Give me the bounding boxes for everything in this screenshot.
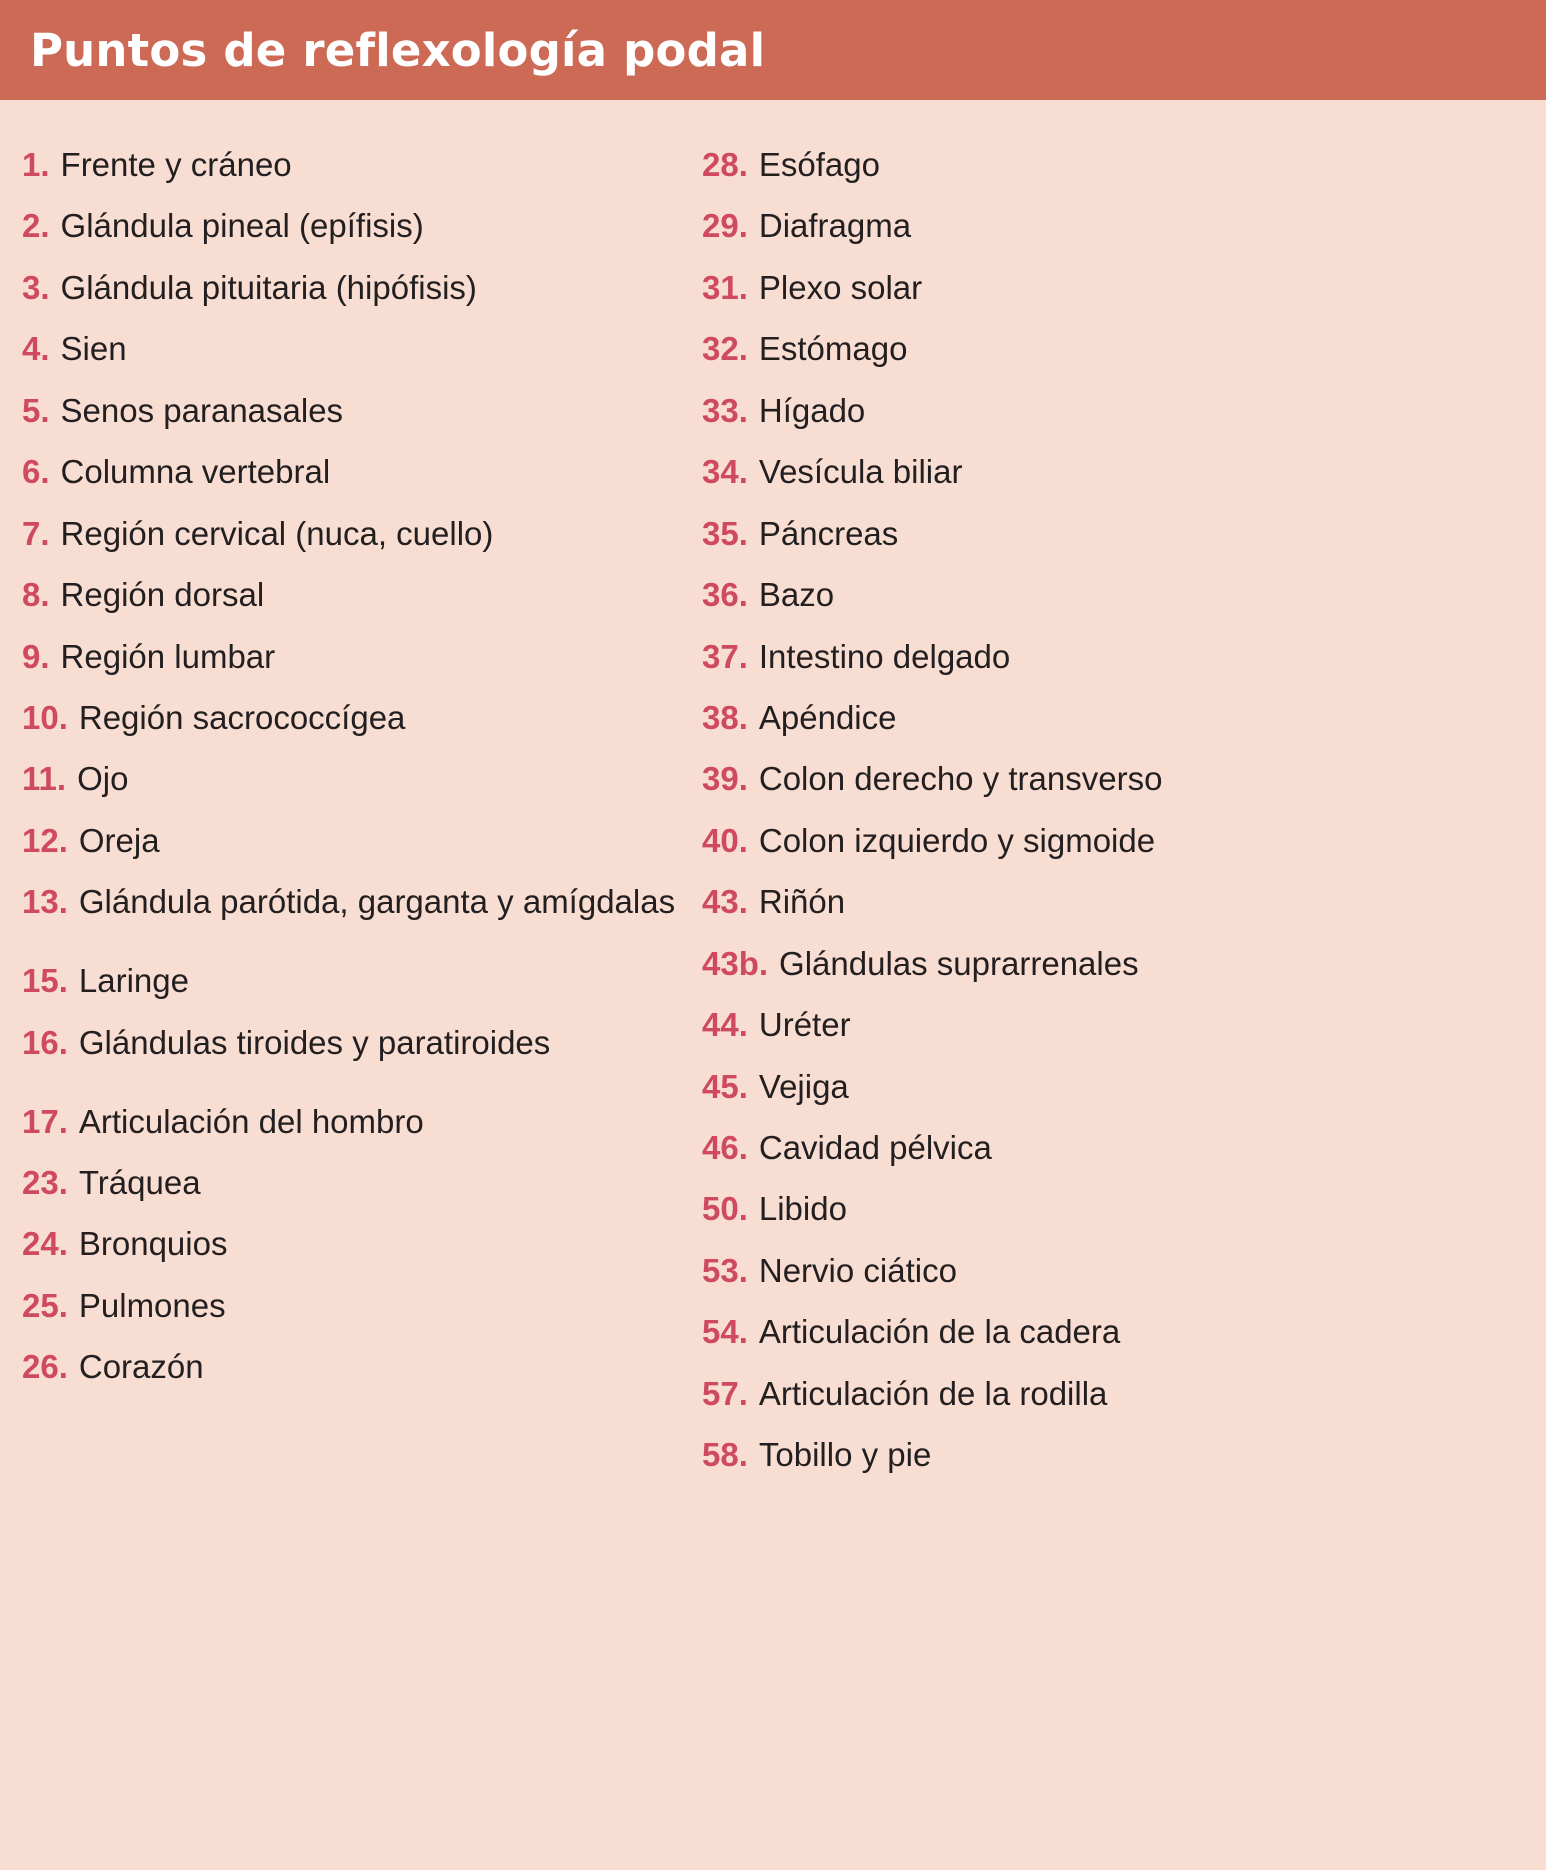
point-number: 12. [22,821,68,859]
point-label: Plexo solar [758,268,923,306]
list-item [702,515,1546,554]
list-item [702,1129,1546,1168]
list-item [22,638,690,677]
list-item [22,1103,690,1142]
list-item [702,1436,1546,1475]
point-number: 6. [22,453,50,491]
point-label: Pulmones [78,1286,226,1324]
point-number: 28. [702,146,748,183]
point-label: Glándulas suprarrenales [779,944,1139,982]
list-item [702,1252,1546,1291]
list-item [22,453,690,492]
point-number: 9. [22,637,50,675]
point-number: 50. [702,1190,748,1228]
point-label: Articulación de la cadera [758,1313,1121,1351]
list-item [702,883,1546,922]
points-column-right [690,146,1546,1498]
point-label: Glándula pituitaria (hipófisis) [60,268,477,306]
point-number: 37. [702,637,748,675]
point-label: Bazo [758,576,835,614]
list-item [22,760,690,799]
point-label: Estómago [758,330,908,368]
point-number: 39. [702,760,748,798]
list-item [22,699,690,738]
point-number: 17. [22,1102,68,1140]
point-label: Uréter [758,1006,851,1044]
point-number: 4. [22,330,50,368]
list-item [22,515,690,554]
point-number: 58. [702,1436,748,1474]
point-label: Colon izquierdo y sigmoide [758,821,1156,859]
point-label: Riñón [758,883,846,921]
point-label: Tobillo y pie [758,1436,932,1474]
page-header [0,0,1546,100]
points-column-left [0,146,690,1498]
point-label: Frente y cráneo [60,146,292,183]
point-number: 8. [22,576,50,614]
point-label: Bronquios [78,1225,228,1263]
list-item [702,638,1546,677]
point-label: Páncreas [758,514,899,552]
point-number: 3. [22,268,50,306]
list-item [702,207,1546,246]
point-label: Glándula pineal (epífisis) [60,207,424,245]
list-item [22,576,690,615]
list-item [702,945,1546,984]
point-number: 43b. [702,944,769,982]
point-label: Vejiga [758,1067,849,1105]
point-number: 1. [22,146,50,183]
point-label: Región sacrococcígea [78,698,406,736]
list-item [22,1348,690,1387]
point-number: 15. [22,962,68,1000]
list-item [702,1068,1546,1107]
point-label: Oreja [78,821,160,859]
list-item [702,1190,1546,1229]
point-number: 16. [22,1023,68,1061]
list-item [702,330,1546,369]
list-item [22,962,690,1001]
point-number: 57. [702,1374,748,1412]
point-number: 7. [22,514,50,552]
point-number: 34. [702,453,748,491]
point-label: Esófago [758,146,880,183]
point-number: 43. [702,883,748,921]
point-label: Corazón [78,1348,204,1386]
point-label: Región cervical (nuca, cuello) [60,514,494,552]
list-item [702,269,1546,308]
point-number: 32. [702,330,748,368]
point-number: 25. [22,1286,68,1324]
point-label: Región lumbar [60,637,276,675]
page-title: Puntos de reflexología podal [30,23,766,77]
points-columns [0,100,1546,1498]
point-label: Glándula parótida, garganta y amígdalas [78,883,676,921]
list-item [22,392,690,431]
point-label: Colon derecho y transverso [758,760,1163,798]
point-number: 2. [22,207,50,245]
point-label: Sien [60,330,127,368]
point-label: Glándulas tiroides y paratiroides [78,1023,551,1061]
point-label: Libido [758,1190,847,1228]
list-item [22,146,690,185]
point-number: 46. [702,1129,748,1166]
point-label: Laringe [78,962,189,1000]
point-number: 35. [702,514,748,552]
point-number: 5. [22,391,50,429]
point-label: Región dorsal [60,576,265,614]
point-label: Diafragma [758,207,912,245]
point-number: 13. [22,883,68,921]
point-label: Cavidad pélvica [758,1129,992,1166]
point-label: Nervio ciático [758,1251,957,1289]
list-item [702,453,1546,492]
point-label: Senos paranasales [60,391,344,429]
point-label: Vesícula biliar [758,453,963,491]
point-number: 45. [702,1067,748,1105]
list-item [702,576,1546,615]
list-item [22,269,690,308]
list-item [702,1313,1546,1352]
list-item [702,760,1546,799]
point-label: Articulación de la rodilla [758,1374,1108,1412]
point-label: Intestino delgado [758,637,1011,675]
list-item [22,207,690,246]
point-number: 38. [702,698,748,736]
list-item [702,1375,1546,1414]
point-number: 29. [702,207,748,245]
list-item [22,1164,690,1203]
point-number: 24. [22,1225,68,1263]
point-label: Hígado [758,391,866,429]
point-number: 23. [22,1164,68,1201]
list-item [702,699,1546,738]
list-item [702,392,1546,431]
point-label: Tráquea [78,1164,201,1201]
point-label: Columna vertebral [60,453,331,491]
list-item [22,330,690,369]
list-item [22,1024,690,1063]
list-item [22,822,690,861]
list-item [702,822,1546,861]
point-number: 40. [702,821,748,859]
point-number: 31. [702,268,748,306]
point-number: 26. [22,1348,68,1386]
point-number: 10. [22,698,68,736]
list-item [22,1287,690,1326]
point-number: 33. [702,391,748,429]
list-item [702,146,1546,185]
list-item [22,883,690,922]
point-number: 11. [22,760,67,798]
list-item [22,1225,690,1264]
point-number: 53. [702,1251,748,1289]
point-label: Apéndice [758,698,897,736]
point-label: Articulación del hombro [78,1102,424,1140]
point-number: 36. [702,576,748,614]
point-label: Ojo [77,760,129,798]
list-item [702,1006,1546,1045]
point-number: 54. [702,1313,748,1351]
point-number: 44. [702,1006,748,1044]
